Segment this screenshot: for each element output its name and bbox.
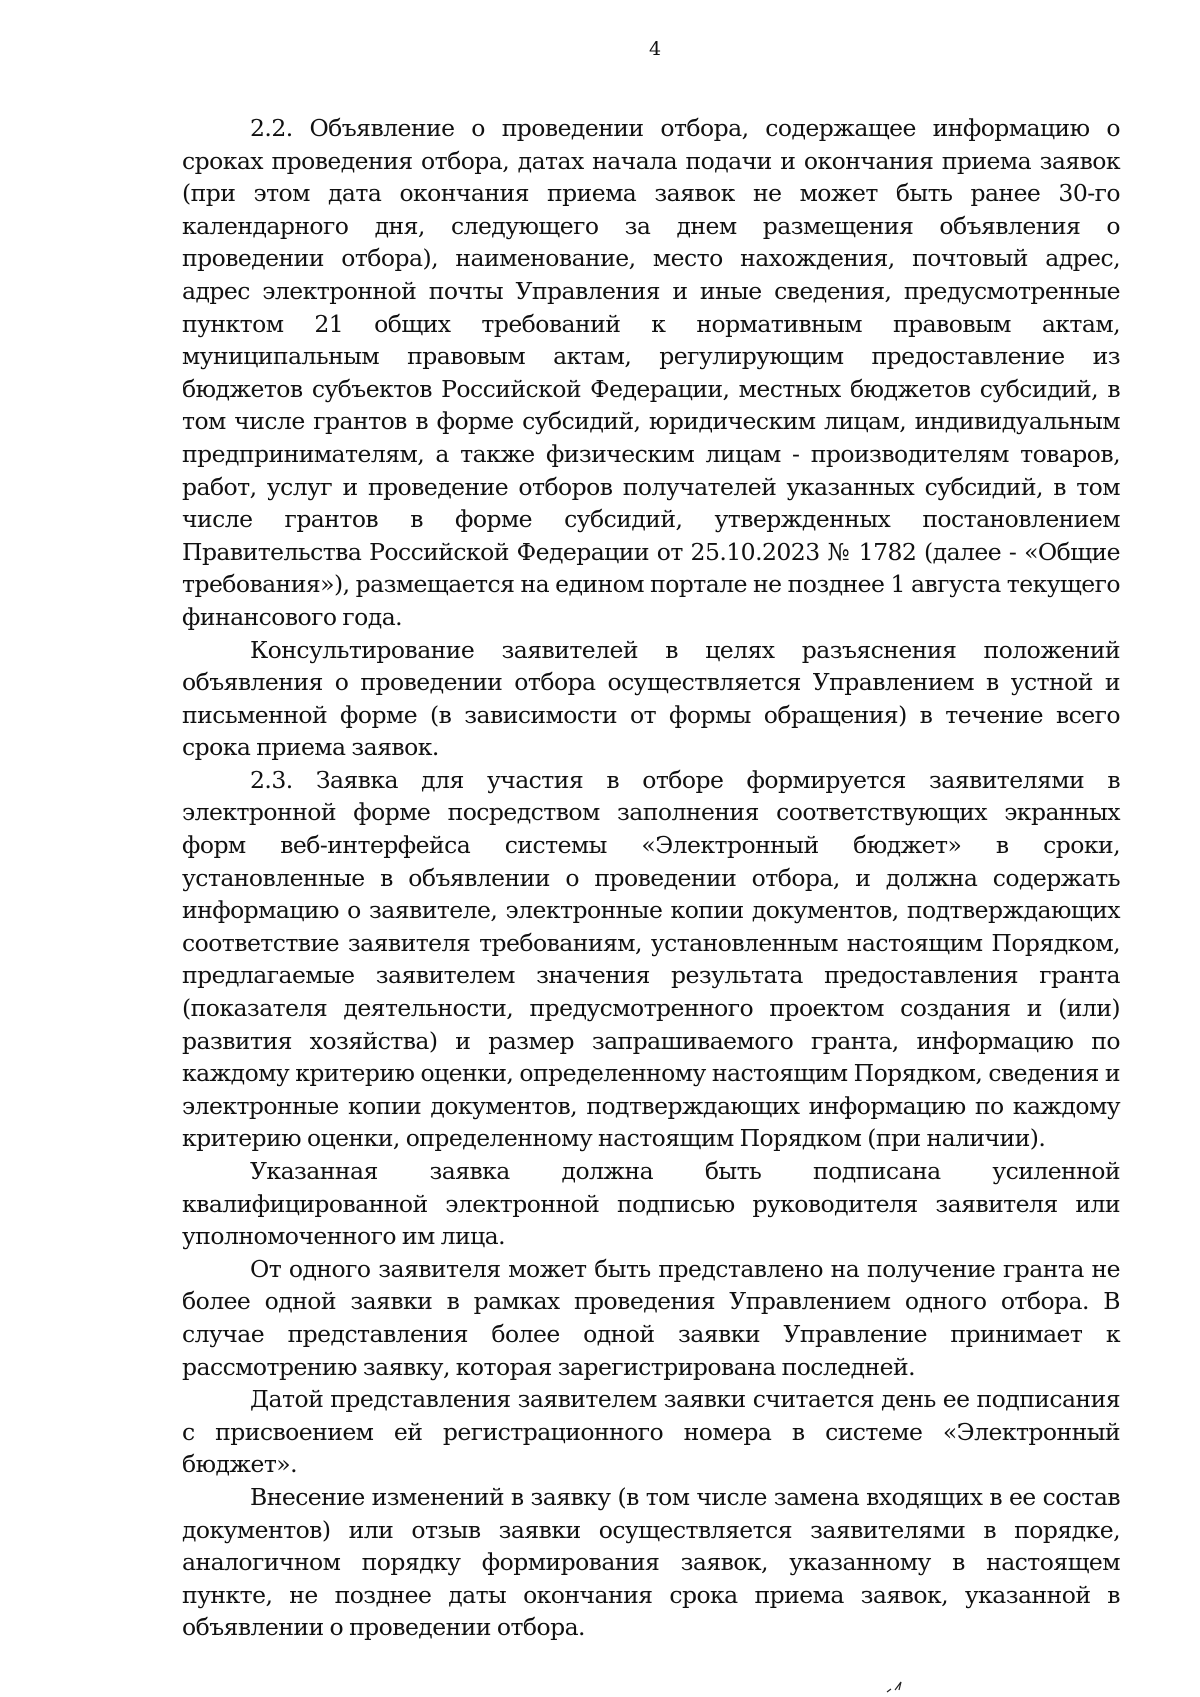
pen-mark [885, 1678, 915, 1694]
paragraph-changes: Внесение изменений в заявку (в том числе замена входящих в ее состав документов) или отзыв заявки осуществляется заявителями в порядке, аналогичном порядку формирования заявок, указанному в настоящем пункте, не позднее даты окончания срока приема заявок, указанной в объявлении о проведении отбора. [182, 1482, 1120, 1642]
paragraph-2-3: 2.3. Заявка для участия в отборе формируется заявителями в электронной форме посредством заполнения соответствующих экранных форм веб-интерфейса системы «Электронный бюджет» в сроки, установленные в объявлении о проведении отбора, и должна содержать информацию о заявителе, электронные копии документов, подтверждающих соответствие заявителя требованиям, установленным настоящим Порядком, предлагаемые заявителем значения результата предоставления гранта (показателя деятельности, предусмотренного проектом создания и (или) развития хозяйства) и размер запрашиваемого гранта, информацию по каждому критерию оценки, определенному настоящим Порядком, сведения и электронные копии документов, подтверждающих информацию по каждому критерию оценки, определенному настоящим Порядком (при наличии). [182, 765, 1120, 1153]
paragraph-submission-date: Датой представления заявителем заявки считается день ее подписания с присвоением ей регистрационного номера в системе «Электронный бюджет». [182, 1385, 1120, 1479]
paragraph-one-application: От одного заявителя может быть представлено на получение гранта не более одной заявки в рамках проведения Управлением одного отбора. В случае представления более одной заявки Управление принимает к рассмотрению заявку, которая зарегистрирована последней. [182, 1254, 1120, 1381]
page-number: 4 [648, 38, 662, 60]
paragraph-2-2: 2.2. Объявление о проведении отбора, содержащее информацию о сроках проведения отбора, датах начала подачи и окончания приема заявок (при этом дата окончания приема заявок не может быть ранее 30-го календарного дня, следующего за днем размещения объявления о проведении отбора), наименование, место нахождения, почтовый адрес, адрес электронной почты Управления и иные сведения, предусмотренные пунктом 21 общих требований к нормативным правовым актам, муниципальным правовым актам, регулирующим предоставление из бюджетов субъектов Российской Федерации, местных бюджетов субсидий, в том числе грантов в форме субсидий, юридическим лицам, индивидуальным предпринимателям, а также физическим лицам - производителям товаров, работ, услуг и проведение отборов получателей указанных субсидий, в том числе грантов в форме субсидий, утвержденных постановлением Правительства Российской Федерации от 25.10.2023 № 1782 (далее - «Общие требования»), размещается на едином портале не позднее 1 августа текущего финансового года. [182, 114, 1120, 631]
paragraph-consulting: Консультирование заявителей в целях разъяснения положений объявления о проведении отбора осуществляется Управлением в устной и письменной форме (в зависимости от формы обращения) в течение всего срока приема заявок. [182, 635, 1120, 762]
document-body [182, 112, 1120, 1644]
paragraph-signature: Указанная заявка должна быть подписана усиленной квалифицированной электронной подписью руководителя заявителя или уполномоченного им лица. [182, 1157, 1120, 1251]
